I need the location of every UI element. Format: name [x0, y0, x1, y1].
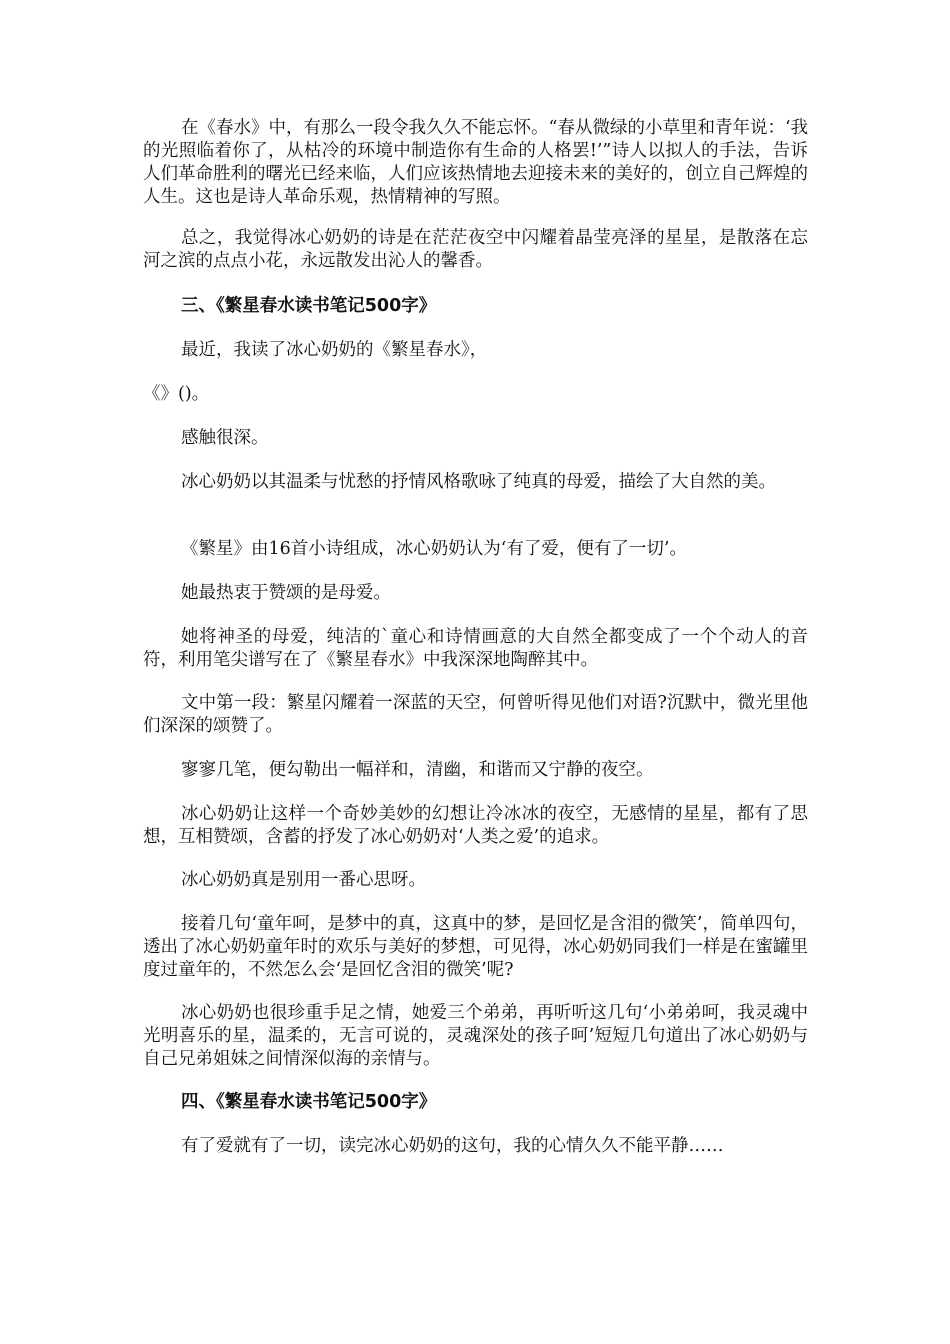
paragraph-summary: 总之，我觉得冰心奶奶的诗是在茫茫夜空中闪耀着晶莹亮泽的星星，是散落在忘河之滨的点点小花，永远散发出沁人的馨香。	[143, 228, 808, 271]
section-heading-4: 四、《繁星春水读书笔记500字》	[181, 1092, 437, 1112]
paragraph-brackets: 《》()。	[143, 384, 210, 404]
paragraph-love-is-all: 有了爱就有了一切，读完冰心奶奶的这句，我的心情久久不能平静……	[181, 1136, 724, 1156]
paragraph-thoughtful: 冰心奶奶真是别用一番心思呀。	[181, 870, 426, 890]
paragraph-fantasy: 冰心奶奶让这样一个奇妙美妙的幻想让冷冰冰的夜空，无感情的星星，都有了思想，互相赞颂，含蓄的抒发了冰心奶奶对‘人类之爱’的追求。	[143, 804, 808, 847]
paragraph-first-section: 文中第一段：繁星闪耀着一深蓝的天空，何曾听得见他们对语?沉默中，微光里他们深深的颂赞了。	[143, 693, 808, 736]
paragraph-siblings: 冰心奶奶也很珍重手足之情，她爱三个弟弟，再听听这几句‘小弟弟呵，我灵魂中光明喜乐的星，温柔的，无言可说的，灵魂深处的孩子呵’短短几句道出了冰心奶奶与自己兄弟姐妹之间情深似海的亲情与。	[143, 1003, 808, 1069]
paragraph-few-strokes: 寥寥几笔，便勾勒出一幅祥和，清幽，和谐而又宁静的夜空。	[181, 760, 654, 780]
paragraph-deeply-touched: 感触很深。	[181, 428, 269, 448]
paragraph-praise-mother: 她最热衷于赞颂的是母爱。	[181, 583, 391, 603]
paragraph-childhood: 接着几句‘童年呵，是梦中的真，这真中的梦，是回忆是含泪的微笑’，简单四句，透出了冰心奶奶童年时的欢乐与美好的梦想，可见得，冰心奶奶同我们一样是在蜜罐里度过童年的，不然怎么会‘是回忆含泪的微笑’呢?	[143, 914, 808, 980]
paragraph-fanxing-poems: 《繁星》由16首小诗组成，冰心奶奶认为‘有了爱，便有了一切’。	[181, 539, 687, 559]
section-heading-3: 三、《繁星春水读书笔记500字》	[181, 296, 437, 316]
paragraph-sacred-love: 她将神圣的母爱，纯洁的`童心和诗情画意的大自然全都变成了一个个动人的音符，利用笔尖谱写在了《繁星春水》中我深深地陶醉其中。	[143, 627, 808, 670]
paragraph-spring-water: 在《春水》中，有那么一段令我久久不能忘怀。“春从微绿的小草里和青年说：‘我的光照临着你了，从枯冷的环境中制造你有生命的人格罢!’”诗人以拟人的手法，告诉人们革命胜利的曙光已经来临，人们应该热情地去迎接未来的美好的，创立自己辉煌的人生。这也是诗人革命乐观，热情精神的写照。	[143, 118, 809, 207]
paragraph-recently-read: 最近，我读了冰心奶奶的《繁星春水》，	[181, 340, 488, 360]
paragraph-motherly-love: 冰心奶奶以其温柔与忧愁的抒情风格歌咏了纯真的母爱，描绘了大自然的美。	[181, 472, 776, 492]
